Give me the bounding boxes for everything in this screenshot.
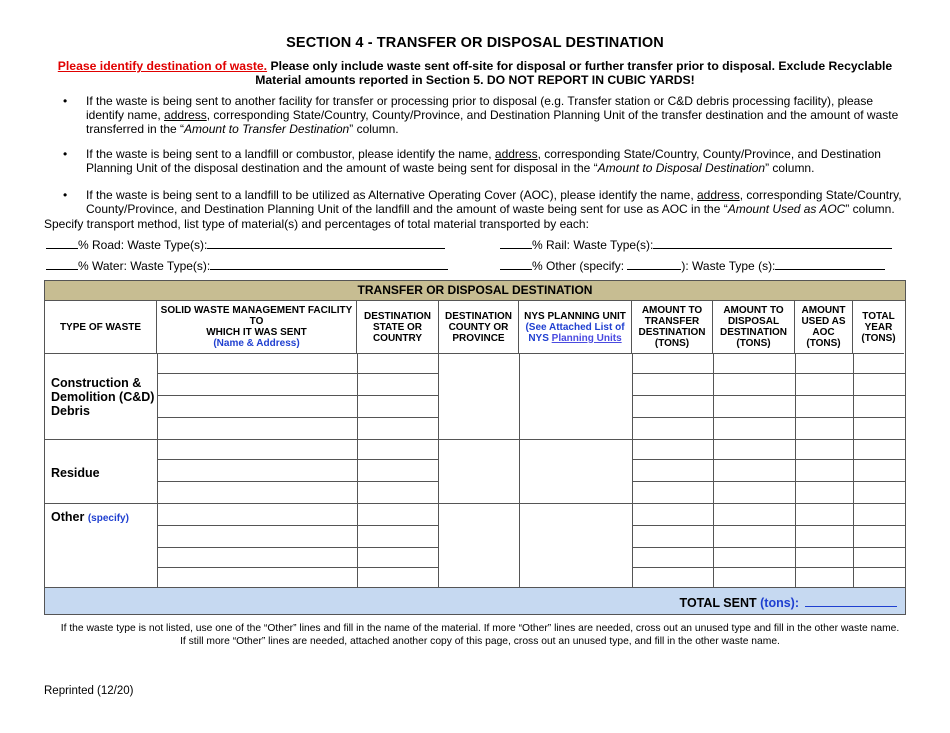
instruction-disposal: • If the waste is being sent to a landfill or combustor, please identify the name, address, corresponding State/Country, County/Province, and Destination Planning Unit of the disposal destination and the amount of waste being sent for disposal in the “Amount to Disposal Destination” column. [52,147,912,175]
other-type-field[interactable] [775,258,885,270]
road-percent-field[interactable] [46,237,78,249]
other-specify-field[interactable] [627,258,681,270]
planning-units-link[interactable]: Planning Units [551,332,622,344]
table-band-title: TRANSFER OR DISPOSAL DESTINATION [45,281,905,301]
header-total-year: TOTAL YEAR (TONS) [853,301,904,354]
notice [50,59,900,87]
rail-percent-field[interactable] [500,237,532,249]
instruction-list [52,94,912,227]
road-line: % Road: Waste Type(s): [46,237,445,252]
other-line: % Other (specify: ): Waste Type (s): [500,258,885,273]
instruction-aoc: • If the waste is being sent to a landfill to be utilized as Alternative Operating Cover (AOC), please identify the name, address, corresponding State/Country, County/Province, and Destination Planning Unit of the landfill and the amount of waste being sent for use as AOC in the “Amount Used as AOC” column. [52,188,912,216]
header-amount-aoc: AMOUNT USED AS AOC (TONS) [795,301,853,354]
category-other: Other (specify) [51,510,129,524]
water-type-field[interactable] [210,258,448,270]
rail-line: % Rail: Waste Type(s): [500,237,892,252]
category-cd-debris: Construction & Demolition (C&D) Debris [51,376,155,418]
road-type-field[interactable] [207,237,445,249]
notice-red: Please identify destination of waste. [57,59,268,73]
total-sent-label: TOTAL SENT [679,596,757,610]
instruction-transfer: • If the waste is being sent to another facility for transfer or processing prior to disposal (e.g. Transfer station or C&D debris processing facility), please identify name, address, corresponding State/Country, County/Province, and Destination Planning Unit of the transfer destination and the amount of waste transferred in the “Amount to Transfer Destination” column. [52,94,912,136]
transport-instruction: Specify transport method, list type of material(s) and percentages of total material transported by each: [44,217,589,231]
water-line: % Water: Waste Type(s): [46,258,448,273]
notice-text: Please only include waste sent off-site for disposal or further transfer prior to disposal. Exclude Recyclable Material amounts reported in Section 5. DO NOT REPORT IN CUBIC YARDS! [255,59,893,87]
total-sent-row [45,587,905,614]
rail-type-field[interactable] [653,237,892,249]
footnote: If the waste type is not listed, use one of the “Other” lines and fill in the name of the material. If more “Other” lines are needed, cross out an unused type and fill in the other waste name. If still more “Other” lines are needed, attached another copy of this page, cross out an unused type, and fill in the other waste name. [60,623,900,647]
header-state: DESTINATION STATE OR COUNTRY [357,301,439,354]
header-nys-planning-unit: NYS PLANNING UNIT (See Attached List of NYS Planning Units [519,301,632,354]
total-sent-field[interactable] [805,594,897,607]
reprinted-date: Reprinted (12/20) [44,685,134,697]
header-type-of-waste: TYPE OF WASTE [45,301,157,354]
water-percent-field[interactable] [46,258,78,270]
other-percent-field[interactable] [500,258,532,270]
category-residue: Residue [51,466,100,480]
header-amount-disposal: AMOUNT TO DISPOSAL DESTINATION (TONS) [713,301,795,354]
header-facility: SOLID WASTE MANAGEMENT FACILITY TO WHICH IT WAS SENT (Name & Address) [157,301,357,354]
header-county: DESTINATION COUNTY OR PROVINCE [439,301,519,354]
section-title: SECTION 4 - TRANSFER OR DISPOSAL DESTINATION [286,35,664,51]
total-sent-units: (tons): [760,596,799,610]
destination-table [44,280,906,615]
header-amount-transfer: AMOUNT TO TRANSFER DESTINATION (TONS) [632,301,713,354]
